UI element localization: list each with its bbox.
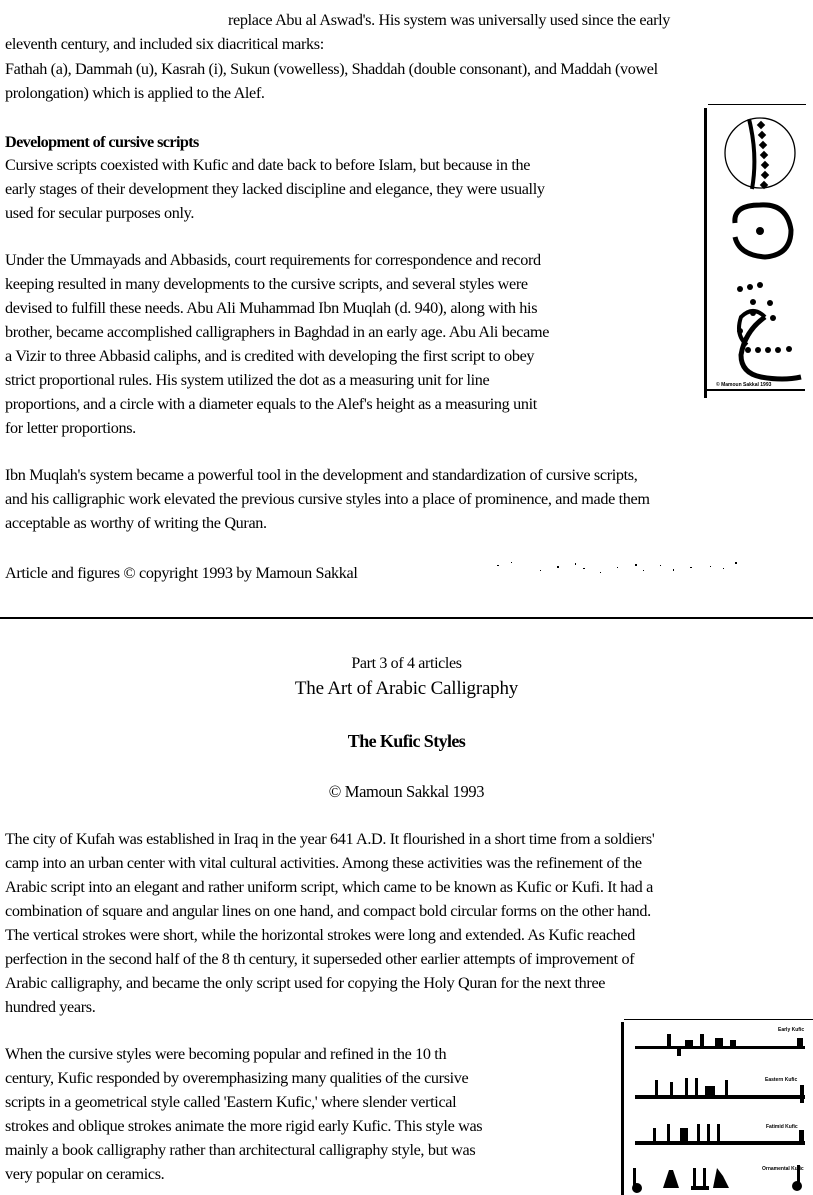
text-line: mainly a book calligraphy rather than architectural calligraphy style, but was: [5, 1141, 476, 1159]
text-line: early stages of their development they lacked discipline and elegance, they were usually: [5, 180, 545, 198]
text-line: Arabic calligraphy, and became the only script used for copying the Holy Quran for the next three: [5, 974, 606, 992]
text-line: combination of square and angular lines on one hand, and compact bold circular forms on the other hand.: [5, 902, 651, 920]
text-line: camp into an urban center with vital cultural activities. Among these activities was the refinement of the: [5, 854, 642, 872]
measure-circle: [725, 118, 795, 188]
figure-label: Ornamental Kufic: [762, 1166, 804, 1172]
letter-sad-diagram: [735, 205, 791, 257]
text-line: very popular on ceramics.: [5, 1165, 165, 1183]
figure-label: Early Kufic: [778, 1027, 805, 1033]
figure-left-rule: [621, 1022, 624, 1195]
text-line: The city of Kufah was established in Iraq in the year 641 A.D. It flourished in a short time from a soldiers': [5, 830, 655, 848]
text-line: acceptable as worthy of writing the Quran.: [5, 514, 267, 532]
scan-noise: [495, 558, 765, 588]
text-line: and his calligraphic work elevated the previous cursive styles into a place of prominence, and made them: [5, 490, 650, 508]
figure-label: Fatimid Kufic: [766, 1124, 798, 1130]
text-line: century, Kufic responded by overemphasizing many qualities of the cursive: [5, 1069, 469, 1087]
text-line: hundred years.: [5, 998, 96, 1016]
text-line: Under the Ummayads and Abbasids, court requirements for correspondence and record: [5, 251, 541, 269]
early-kufic-sample: [635, 1034, 805, 1056]
copyright-line: Article and figures © copyright 1993 by Mamoun Sakkal: [5, 564, 358, 582]
series-title: The Art of Arabic Calligraphy: [294, 678, 519, 699]
figure-caption: © Mamoun Sakkal 1993: [716, 382, 772, 388]
text-line: for letter proportions.: [5, 419, 136, 437]
alef-circle-diagram: [725, 118, 795, 189]
text-line: keeping resulted in many developments to the cursive scripts, and several styles were: [5, 275, 528, 293]
section-subheading: Development of cursive scripts: [5, 133, 199, 151]
alef-dots: [757, 121, 769, 189]
text-line: Ibn Muqlah's system became a powerful tool in the development and standardization of cursive scripts,: [5, 466, 638, 484]
text-line: strokes and oblique strokes animate the more rigid early Kufic. This style was: [5, 1117, 483, 1135]
text-line: prolongation) which is applied to the Alef.: [5, 84, 265, 102]
article-title: The Kufic Styles: [347, 731, 466, 751]
figure-label: Eastern Kufic: [765, 1077, 798, 1083]
text-line: Arabic script into an elegant and rather uniform script, which came to be known as Kufic or Kufi. It had a: [5, 878, 653, 896]
text-line: used for secular purposes only.: [5, 204, 195, 222]
text-line: The vertical strokes were short, while the horizontal strokes were long and extended. As Kufic reached: [5, 926, 636, 944]
text-line: devised to fulfill these needs. Abu Ali Muhammad Ibn Muqlah (d. 940), along with his: [5, 299, 538, 317]
text-line: scripts in a geometrical style called 'Eastern Kufic,' where slender vertical: [5, 1093, 457, 1111]
section-divider: [0, 617, 813, 619]
text-line: When the cursive styles were becoming popular and refined in the 10 th: [5, 1045, 447, 1063]
text-line: eleventh century, and included six diacritical marks:: [5, 35, 324, 53]
text-line: Fathah (a), Dammah (u), Kasrah (i), Sukun (vowelless), Shaddah (double consonant), and Maddah (vowel: [5, 60, 658, 78]
text-line: proportions, and a circle with a diameter equals to the Alef's height as a measuring unit: [5, 395, 537, 413]
part-label: Part 3 of 4 articles: [351, 655, 462, 672]
proportion-figure: [705, 105, 813, 405]
text-line: brother, became accomplished calligraphers in Baghdad in an early age. Abu Ali became: [5, 323, 550, 341]
letter-ain-diagram: [737, 282, 801, 379]
text-line: perfection in the second half of the 8 th century, it superseded other earlier attempts of improvement of: [5, 950, 635, 968]
text-line: replace Abu al Aswad's. His system was universally used since the early: [228, 11, 670, 29]
text-line: a Vizir to three Abbasid caliphs, and is credited with developing the first script to obey: [5, 347, 535, 365]
byline: © Mamoun Sakkal 1993: [328, 782, 485, 801]
text-line: strict proportional rules. His system utilized the dot as a measuring unit for line: [5, 371, 490, 389]
alef-stroke: [749, 119, 754, 189]
text-line: Cursive scripts coexisted with Kufic and date back to before Islam, but because in the: [5, 156, 531, 174]
